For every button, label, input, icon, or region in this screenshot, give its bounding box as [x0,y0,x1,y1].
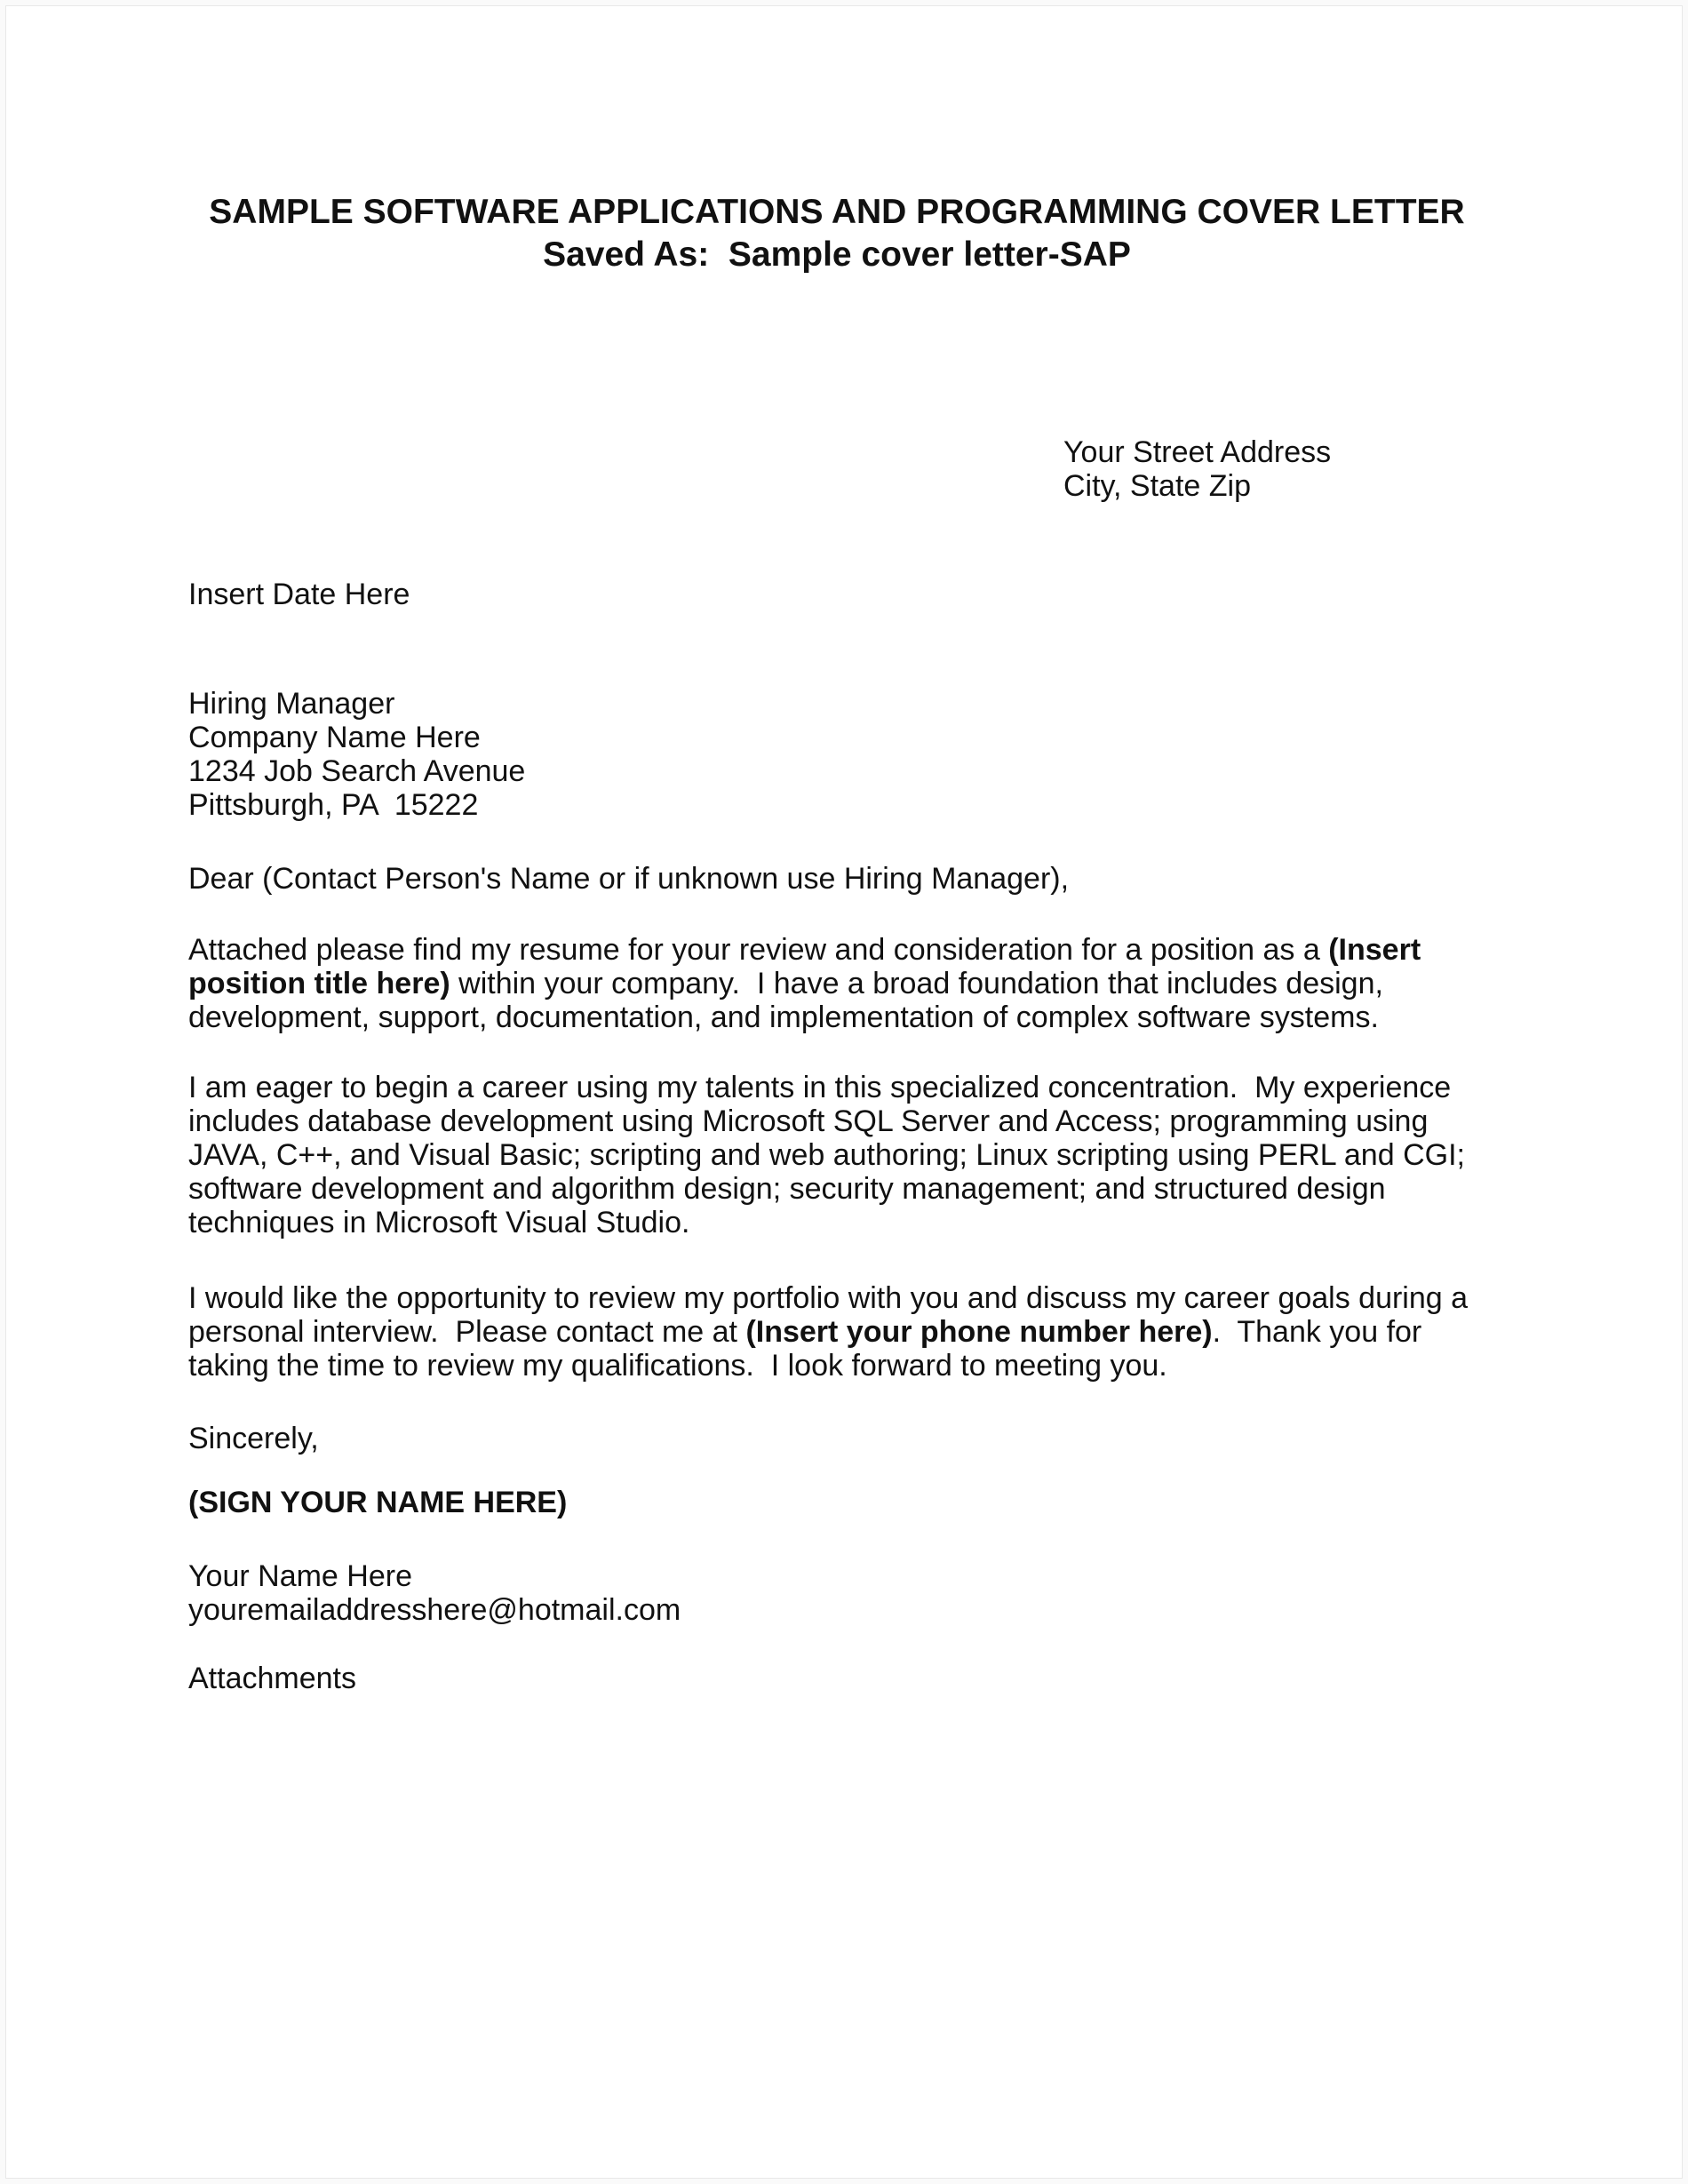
p3-l2-bold-placeholder: (Insert your phone number here) [745,1315,1213,1349]
p1-l1-normal-text: Attached please find my resume for your review and consideration for a position as a [188,933,1329,967]
p1-l2-bold-placeholder: position title here) [188,967,450,1000]
signature-placeholder-block [188,1486,1576,1519]
p3-line-3: taking the time to review my qualifications. I look forward to meeting you. [188,1349,1167,1383]
p2-line-5: techniques in Microsoft Visual Studio. [188,1206,690,1239]
p1-line-3: development, support, documentation, and implementation of complex software systems. [188,1000,1379,1034]
signature-placeholder-line: (SIGN YOUR NAME HERE) [188,1486,568,1519]
recipient-company-line: Company Name Here [188,721,481,754]
recipient-street-line: 1234 Job Search Avenue [188,754,526,788]
sender-city-line: City, State Zip [1063,469,1251,503]
p2-line-2: includes database development using Microsoft SQL Server and Access; programming using [188,1104,1429,1138]
p1-line-2 [188,967,1576,1000]
recipient-city-line: Pittsburgh, PA 15222 [188,788,479,822]
recipient-name-line: Hiring Manager [188,687,395,721]
sender-street-line: Your Street Address [1063,435,1332,469]
p2-line-4: software development and algorithm design; security management; and structured design [188,1172,1386,1206]
signer-email-line: youremailaddresshere@hotmail.com [188,1593,681,1627]
closing-block [188,1422,1576,1455]
attachments-line: Attachments [188,1662,356,1695]
title-line-2: Saved As: Sample cover letter-SAP [543,235,1131,274]
closing-line: Sincerely, [188,1422,319,1455]
paragraph-position-intro [188,933,1576,1034]
letter-title [188,191,1485,276]
attachments-block [188,1662,1576,1695]
paragraph-experience [188,1071,1576,1239]
p3-line-1: I would like the opportunity to review my portfolio with you and discuss my career goals during a [188,1281,1469,1315]
p2-line-3: JAVA, C++, and Visual Basic; scripting and web authoring; Linux scripting using PERL and CGI; [188,1138,1465,1172]
p3-l2-normal-text-2: . Thank you for [1212,1315,1422,1349]
sender-address-block [1063,435,1576,503]
salutation-block [188,862,1576,896]
salutation-line: Dear (Contact Person's Name or if unknown use Hiring Manager), [188,862,1070,896]
p1-l1-bold-placeholder: (Insert [1328,933,1421,967]
signer-block [188,1559,1576,1627]
p2-line-1: I am eager to begin a career using my talents in this specialized concentration. My experience [188,1071,1452,1104]
p1-l2-normal-text: within your company. I have a broad foundation that includes design, [450,967,1383,1000]
recipient-address-block [188,687,1576,822]
title-line-1: SAMPLE SOFTWARE APPLICATIONS AND PROGRAMMING COVER LETTER [209,193,1465,231]
date-block [188,578,1576,611]
date-line: Insert Date Here [188,578,410,611]
p3-l2-normal-text-1: personal interview. Please contact me at [188,1315,746,1349]
p1-line-1 [188,933,1576,967]
signer-name-line: Your Name Here [188,1559,412,1593]
paragraph-interview-request [188,1281,1576,1383]
cover-letter [5,5,1683,1695]
p3-line-2 [188,1315,1576,1349]
